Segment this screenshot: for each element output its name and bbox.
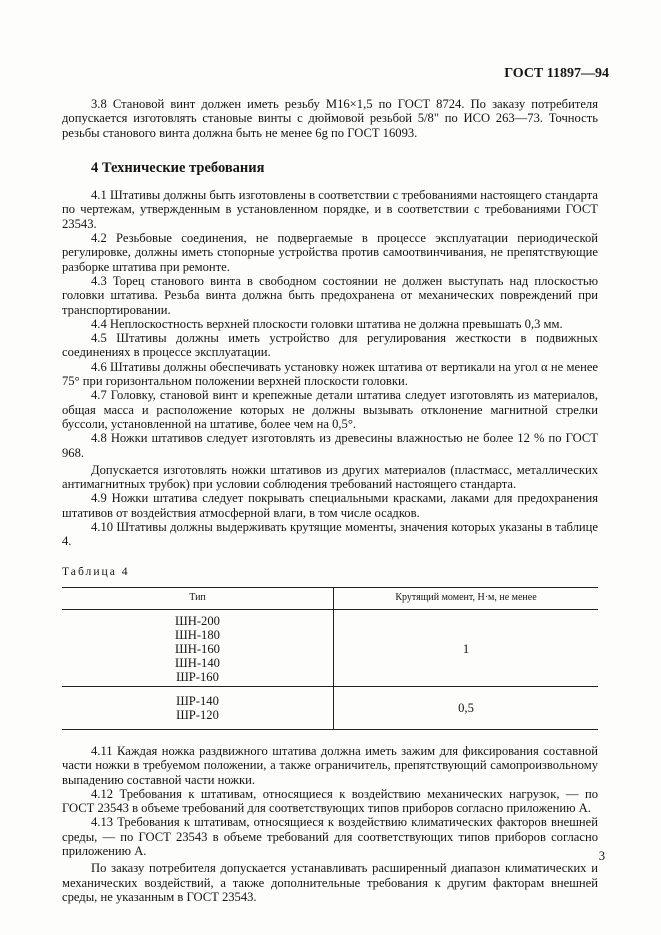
type-value: ШН-140	[175, 655, 220, 670]
paragraph-4-5: 4.5 Штативы должны иметь устройство для регулирования жесткости в подвижных соединениях в процессе эксплуатации.	[62, 331, 598, 360]
type-cell	[62, 609, 334, 686]
paragraph-4-10: 4.10 Штативы должны выдерживать крутящие моменты, значения которых указаны в таблице 4.	[62, 520, 598, 549]
paragraph-4-1: 4.1 Штативы должны быть изготовлены в соответствии с требованиями настоящего стандарта по чертежам, утвержденным в установленном порядке, и в соответствии с требованиями ГОСТ 23543.	[62, 188, 598, 231]
paragraph-4-2: 4.2 Резьбовые соединения, не подвергаемые в процессе эксплуатации периодической регулировке, должны иметь стопорные устройства против самоотвинчивания, не препятствующие разборке штатива при ремонте.	[62, 231, 598, 274]
paragraph-4-3: 4.3 Торец станового винта в свободном состоянии не должен выступать над плоскостью головки штатива. Резьба винта должна быть предохранена от механических повреждений при транспортировании.	[62, 273, 598, 317]
type-value: ШН-160	[175, 641, 220, 656]
paragraph-4-4: 4.4 Неплоскостность верхней плоскости головки штатива не должна превышать 0,3 мм.	[91, 316, 563, 331]
table-row	[62, 686, 598, 729]
paragraph-4-12: 4.12 Требования к штативам, относящиеся к воздействию механических нагрузок, — по ГОСТ 23543 в объеме требований для соответствующих типов приборов согласно приложению А.	[62, 786, 598, 816]
paragraph-4-7: 4.7 Головку, становой винт и крепежные детали штатива следует изготовлять из материалов, общая масса и расположение которых не должны вызывать отклонение магнитной стрелки буссоли, установленной на штативе, более чем на 0,5°.	[62, 388, 598, 431]
type-cell	[62, 686, 334, 729]
table-row	[62, 609, 598, 686]
section-title: 4 Технические требования	[91, 159, 265, 176]
type-value: ШР-160	[176, 669, 219, 684]
type-value: ШР-140	[176, 693, 219, 708]
paragraph-3-8: 3.8 Становой винт должен иметь резьбу М16×1,5 по ГОСТ 8724. По заказу потребителя допускается изготовлять становые винты с дюймовой резьбой 5/8" по ИСО 263—73. Точность резьбы станового винта должна быть не менее 6g по ГОСТ 16093.	[62, 97, 598, 140]
paragraph-4-8-note: Допускается изготовлять ножки штативов из других материалов (пластмасс, металлических антимагнитных трубок) при условии соблюдения требований настоящего стандарта.	[62, 462, 598, 492]
paragraph-4-13: 4.13 Требования к штативам, относящиеся к воздействию климатических факторов внешней среды, — по ГОСТ 23543 в объеме требований для соответствующих типов приборов согласно приложению А.	[62, 815, 598, 858]
table-caption: Таблица 4	[62, 564, 130, 578]
paragraph-customer-note: По заказу потребителя допускается устанавливать расширенный диапазон климатических и механических воздействий, а также дополнительные требования к другим факторам внешней среды, не указанным в ГОСТ 23543.	[62, 861, 598, 904]
page-number: 3	[598, 849, 605, 863]
type-value: ШР-120	[176, 707, 219, 722]
page-content	[62, 97, 598, 904]
paragraph-4-11: 4.11 Каждая ножка раздвижного штатива должна иметь зажим для фиксирования составной части ножки в требуемом положении, а также ограничитель, препятствующий самопроизвольному выпадению составной части ножки.	[62, 743, 598, 787]
torque-table	[62, 587, 598, 730]
column-header-torque: Крутящий момент, Н·м, не менее	[334, 587, 599, 609]
paragraph-4-9: 4.9 Ножки штатива следует покрывать специальными красками, лаками для предохранения штативов от воздействия атмосферной влаги, в том числе осадков.	[62, 491, 598, 520]
column-header-type: Тип	[62, 587, 334, 609]
paragraph-4-6: 4.6 Штативы должны обеспечивать установку ножек штатива от вертикали на угол α не менее 75° при горизонтальном положении верхней плоскости головки.	[62, 359, 598, 389]
paragraph-4-8: 4.8 Ножки штативов следует изготовлять из древесины влажностью не более 12 % по ГОСТ 968.	[62, 431, 598, 460]
document-header: ГОСТ 11897—94	[504, 66, 609, 81]
torque-value: 1	[462, 641, 470, 656]
torque-value: 0,5	[334, 686, 599, 729]
table-header-row	[62, 587, 598, 609]
type-value: ШН-200	[175, 613, 220, 628]
type-value: ШН-180	[175, 627, 220, 642]
post-table-section	[62, 744, 598, 904]
